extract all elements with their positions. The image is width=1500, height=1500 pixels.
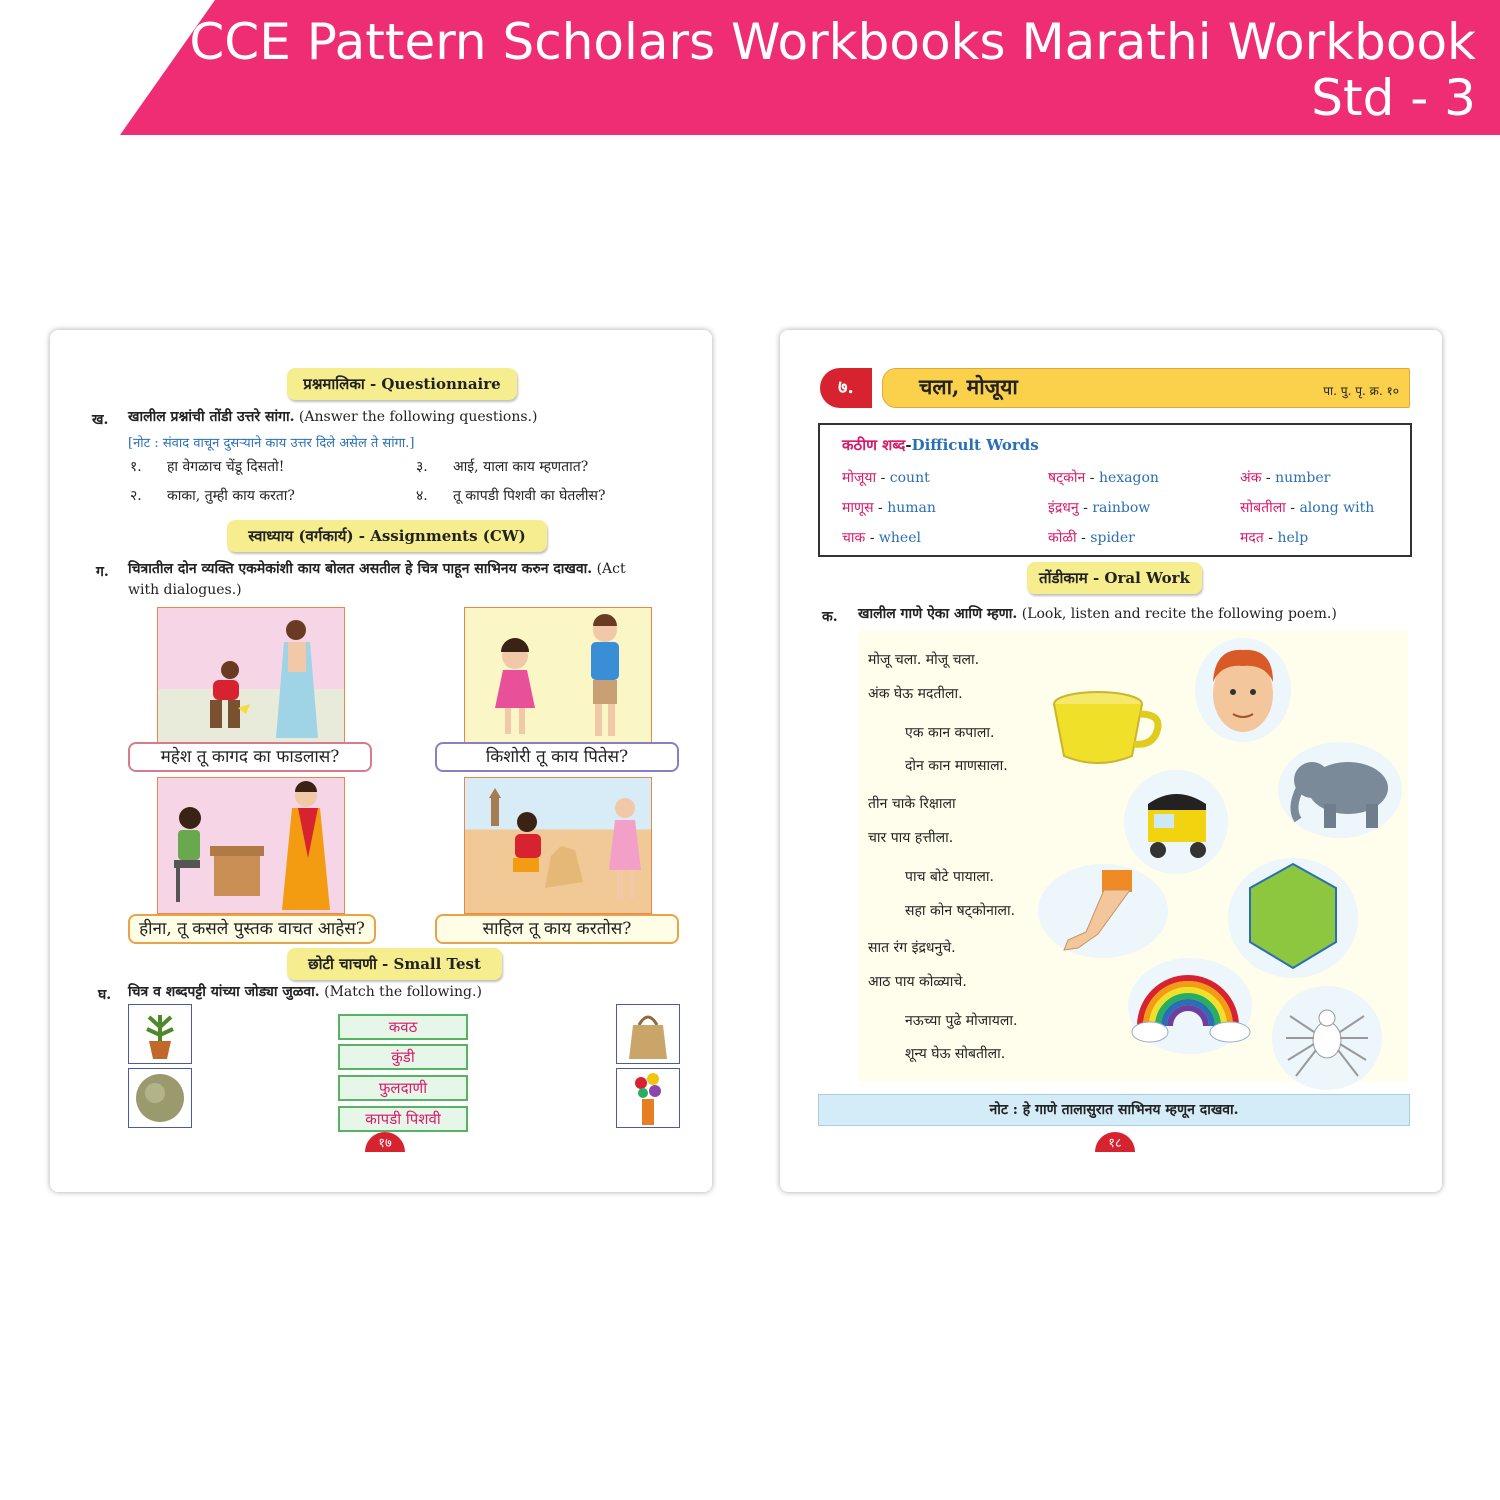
question-number: ४. — [416, 488, 428, 504]
cup-illustration — [1052, 690, 1164, 774]
potted-plant-icon — [129, 1005, 191, 1063]
vocab-english: number — [1275, 470, 1331, 486]
spider-icon — [1272, 986, 1382, 1090]
poem-line-12: शून्य घेऊ सोबतीला. — [905, 1046, 1006, 1062]
vocab-dash: - — [880, 470, 886, 486]
banner-title — [189, 14, 1476, 126]
rainbow-icon — [1126, 956, 1256, 1056]
picture-girl-drinking — [464, 607, 652, 744]
oral-work-note: नोट : हे गाणे तालासुरात साभिनय म्हणून दाखवा. — [818, 1094, 1410, 1126]
dialogue-caption-4: साहिल तू काय करतोस? — [435, 914, 679, 944]
lesson-textbook-reference: पा. पु. पृ. क्र. १० — [1323, 384, 1399, 398]
vocab-marathi: इंद्रधनु — [1048, 500, 1079, 516]
questionnaire-prompt — [128, 407, 537, 428]
vocab-entry — [1048, 468, 1159, 487]
page-number-17: १७ — [365, 1132, 405, 1152]
poem-line-1: मोजू चला. मोजू चला. — [868, 652, 980, 668]
vocab-marathi: सोबतीला — [1240, 500, 1286, 516]
vocab-marathi: षट्कोन — [1048, 470, 1086, 486]
vocab-entry — [1240, 528, 1308, 547]
vocab-english: along with — [1299, 500, 1375, 516]
poem-line-6: चार पाय हत्तीला. — [868, 830, 954, 846]
match-image-cloth-bag[interactable] — [616, 1004, 680, 1064]
vocab-dash: - — [878, 500, 883, 516]
vocab-dash: - — [869, 530, 875, 546]
dialogue-caption-1: महेश तू कागद का फाडलास? — [128, 742, 372, 772]
vocab-english: hexagon — [1098, 470, 1159, 486]
question-text: काका, तुम्ही काय करता? — [167, 488, 295, 504]
poem-line-9: सात रंग इंद्रधनुचे. — [868, 940, 956, 956]
vocab-entry — [1240, 468, 1330, 487]
question-text: हा वेगळाच चेंडू दिसतो! — [167, 459, 285, 475]
cup-icon — [1052, 690, 1164, 770]
vocab-dash: - — [1083, 500, 1088, 516]
question-letter-ka: क. — [822, 609, 838, 625]
rainbow-illustration — [1126, 956, 1256, 1060]
vocab-marathi: माणूस — [842, 500, 874, 516]
difficult-words-heading-dash: - — [905, 436, 912, 454]
human-face-icon — [1195, 638, 1291, 742]
vocab-entry — [842, 528, 921, 547]
questionnaire-note: [नोट : संवाद वाचून दुसऱ्याने काय उत्तर दिले असेल ते सांगा.] — [128, 436, 415, 451]
poem-line-4: दोन कान माणसाला. — [905, 758, 1008, 774]
small-test-prompt-en: (Match the following.) — [324, 984, 482, 1000]
rickshaw-illustration — [1124, 770, 1228, 874]
oral-work-heading: तोंडीकाम - Oral Work — [1027, 562, 1202, 594]
girl-and-boy-illustration — [465, 608, 651, 743]
vocab-dash: - — [1268, 530, 1273, 546]
poem-line-11: नऊच्या पुढे मोजायला. — [905, 1013, 1018, 1029]
vocab-marathi: अंक — [1240, 470, 1262, 486]
mother-and-boy-illustration — [158, 608, 344, 743]
left-workbook-page — [50, 330, 712, 1192]
question-text: आई, याला काय म्हणतात? — [453, 459, 589, 475]
match-image-wood-apple[interactable] — [128, 1068, 192, 1128]
question-letter-gha: घ. — [98, 987, 112, 1003]
right-workbook-page — [780, 330, 1442, 1192]
face-illustration — [1195, 638, 1291, 742]
vocab-entry — [1048, 498, 1150, 517]
auto-rickshaw-icon — [1124, 770, 1228, 874]
poem-line-7: पाच बोटे पायाला. — [905, 869, 994, 885]
elephant-icon — [1276, 738, 1410, 842]
lesson-number-badge: ७. — [820, 368, 872, 408]
wood-apple-icon — [129, 1069, 191, 1127]
poem-line-2: अंक घेऊ मदतीला. — [868, 686, 963, 702]
vocab-dash: - — [1265, 470, 1271, 486]
question-number: ३. — [416, 459, 428, 475]
spider-illustration — [1272, 986, 1382, 1090]
vocab-dash: - — [1089, 470, 1095, 486]
vocab-english: human — [887, 500, 936, 516]
vocab-entry — [1048, 528, 1135, 547]
question-number: २. — [130, 488, 142, 504]
picture-girl-reading — [157, 777, 345, 914]
question-item — [130, 486, 142, 505]
questionnaire-heading: प्रश्नमालिका - Questionnaire — [287, 368, 517, 400]
small-test-prompt-mr: चित्र व शब्दपट्टी यांच्या जोड्या जुळवा. — [128, 984, 320, 1000]
question-item — [416, 486, 428, 505]
small-test-prompt — [128, 982, 482, 1003]
vocab-english: count — [889, 470, 930, 486]
picture-sandcastle — [464, 777, 652, 914]
picture-boy-tearing-paper — [157, 607, 345, 744]
dialogue-caption-2: किशोरी तू काय पितेस? — [435, 742, 679, 772]
vocab-english: wheel — [878, 530, 921, 546]
page-number-18: १८ — [1095, 1132, 1135, 1152]
dialogue-caption-3: हीना, तू कसले पुस्तक वाचत आहेस? — [128, 914, 376, 944]
questionnaire-prompt-mr: खालील प्रश्नांची तोंडी उत्तरे सांगा. — [128, 409, 295, 425]
flower-vase-icon — [617, 1069, 679, 1127]
question-number: १. — [130, 459, 142, 475]
assignments-heading: स्वाध्याय (वर्गकार्य) - Assignments (CW) — [227, 520, 547, 552]
top-banner — [0, 0, 1500, 135]
vocab-dash: - — [1290, 500, 1295, 516]
assignment-prompt — [128, 559, 648, 601]
match-image-flower-vase[interactable] — [616, 1068, 680, 1128]
vocab-entry — [842, 468, 930, 487]
question-item — [416, 457, 428, 476]
question-letter-kha: ख. — [92, 412, 109, 428]
match-word-kundi[interactable]: कुंडी — [338, 1044, 468, 1070]
difficult-words-box — [818, 423, 1412, 557]
beach-sandcastle-illustration — [465, 778, 651, 913]
oral-work-prompt-en: (Look, listen and recite the following poem.) — [1021, 606, 1337, 622]
lesson-title-bar — [882, 368, 1410, 408]
vocab-marathi: मोजूया — [842, 470, 877, 486]
vocab-english: rainbow — [1092, 500, 1151, 516]
difficult-words-heading — [842, 435, 1039, 455]
vocab-marathi: मदत — [1240, 530, 1264, 546]
poem-line-5: तीन चाके रिक्षाला — [868, 796, 956, 812]
small-test-heading: छोटी चाचणी - Small Test — [287, 948, 502, 980]
oral-work-prompt-mr: खालील गाणे ऐका आणि म्हणा. — [858, 606, 1018, 622]
match-image-potted-plant[interactable] — [128, 1004, 192, 1064]
leg-illustration — [1038, 864, 1168, 958]
difficult-words-heading-en: Difficult Words — [911, 436, 1039, 454]
poem-line-8: सहा कोन षट्कोनाला. — [905, 903, 1016, 919]
match-word-kapdi-pishvi[interactable]: कापडी पिशवी — [338, 1106, 468, 1132]
banner-title-line2: Std - 3 — [1311, 69, 1476, 127]
question-text: तू कापडी पिशवी का घेतलीस? — [453, 488, 606, 504]
cloth-bag-icon — [617, 1005, 679, 1063]
vocab-entry — [842, 498, 936, 517]
vocab-marathi: चाक — [842, 530, 866, 546]
poem-line-3: एक कान कपाला. — [905, 725, 995, 741]
vocab-english: spider — [1090, 530, 1135, 546]
question-letter-ga: ग. — [96, 564, 109, 580]
leg-foot-icon — [1038, 864, 1168, 958]
vocab-marathi: कोळी — [1048, 530, 1077, 546]
questionnaire-prompt-en: (Answer the following questions.) — [298, 409, 538, 425]
question-item — [130, 457, 142, 476]
match-word-phuldani[interactable]: फुलदाणी — [338, 1075, 468, 1101]
vocab-dash: - — [1081, 530, 1086, 546]
poem-line-10: आठ पाय कोळ्याचे. — [868, 974, 967, 990]
girl-at-desk-illustration — [158, 778, 344, 913]
elephant-illustration — [1276, 738, 1410, 846]
vocab-entry — [1240, 498, 1374, 517]
difficult-words-heading-mr: कठीण शब्द — [842, 436, 906, 454]
match-word-kavath[interactable]: कवठ — [338, 1014, 468, 1040]
assignment-prompt-en: (Act with dialogues.) — [128, 561, 626, 598]
lesson-title: चला, मोजूया — [919, 374, 1018, 399]
oral-work-prompt — [858, 604, 1337, 625]
assignment-prompt-mr: चित्रातील दोन व्यक्ति एकमेकांशी काय बोलत असतील हे चित्र पाहून साभिनय करुन दाखवा. — [128, 561, 593, 577]
banner-title-line1: CCE Pattern Scholars Workbooks Marathi Workbook — [189, 13, 1476, 71]
vocab-english: help — [1277, 530, 1309, 546]
